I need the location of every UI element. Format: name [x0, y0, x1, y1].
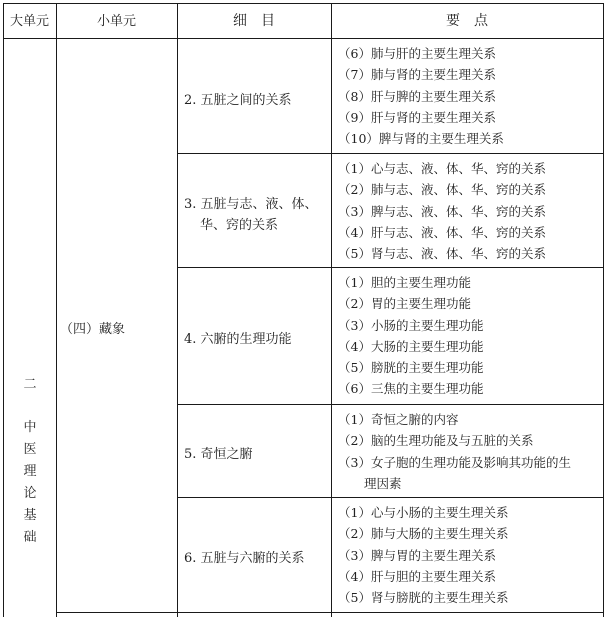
list-item: （5）肾与志、液、体、华、窍的关系: [338, 246, 546, 262]
major-unit-char: 础: [23, 530, 37, 545]
list-item: （3）脾与胃的主要生理关系: [338, 547, 496, 563]
detail-cell: 6. 五脏与六腑的关系: [184, 551, 305, 566]
list-item: 理因素: [364, 475, 402, 491]
detail-cell: 3. 五脏与志、液、体、: [184, 197, 318, 212]
header-detail: 细 目: [233, 12, 275, 29]
list-item: （5）肾与膀胱的主要生理关系: [338, 590, 509, 606]
list-item: （9）肝与肾的主要生理关系: [338, 109, 496, 125]
list-item: （1）胆的主要生理功能: [338, 275, 471, 290]
minor-unit-label: （四）藏象: [60, 322, 126, 337]
row-divider-5: [56, 612, 604, 613]
list-item: （6）三焦的主要生理功能: [338, 381, 484, 397]
list-item: （8）肝与脾的主要生理关系: [338, 88, 496, 104]
row-divider-4: [177, 497, 604, 498]
major-unit-char: 医: [23, 442, 37, 457]
detail-cell: 华、窍的关系: [200, 218, 279, 233]
detail-cell: 2. 五脏之间的关系: [184, 93, 292, 108]
major-unit-number: 二: [23, 377, 37, 392]
list-item: （7）肺与肾的主要生理关系: [338, 67, 496, 83]
key-points-list: [338, 502, 508, 608]
list-item: （10）脾与肾的主要生理关系: [338, 131, 504, 147]
key-points-list: [338, 272, 483, 400]
row-divider-3: [177, 404, 604, 405]
header-minor-unit: 小单元: [96, 14, 136, 29]
list-item: （5）膀胱的主要生理功能: [338, 360, 484, 376]
table-border-right: [603, 3, 604, 617]
major-unit-char: 论: [23, 486, 37, 501]
key-points-list: [338, 158, 546, 264]
key-points-list: [338, 43, 504, 149]
list-item: （3）女子胞的生理功能及影响其功能的生: [338, 454, 571, 470]
list-item: （2）肺与大肠的主要生理关系: [338, 526, 509, 542]
row-divider-2: [177, 267, 604, 268]
header-major-unit: 大单元: [9, 14, 49, 29]
list-item: （2）脑的生理功能及与五脏的关系: [338, 433, 534, 449]
col-divider-3: [331, 3, 332, 617]
col-divider-1: [56, 3, 57, 617]
list-item: （4）肝与胆的主要生理关系: [338, 568, 496, 584]
list-item: （3）小肠的主要生理功能: [338, 317, 484, 333]
col-divider-2: [177, 3, 178, 617]
header-key-points: 要 点: [446, 12, 488, 29]
list-item: （1）心与小肠的主要生理关系: [338, 505, 509, 520]
list-item: （2）胃的主要生理功能: [338, 296, 471, 312]
table-border-left: [3, 3, 4, 617]
major-unit-char: 中: [23, 420, 37, 435]
list-item: （1）心与志、液、体、华、窍的关系: [338, 161, 546, 176]
detail-cell: 4. 六腑的生理功能: [184, 332, 292, 347]
list-item: （2）肺与志、液、体、华、窍的关系: [338, 182, 546, 198]
list-item: （4）肝与志、液、体、华、窍的关系: [338, 224, 546, 240]
key-points-list: [338, 409, 571, 494]
list-item: （6）肺与肝的主要生理关系: [338, 46, 496, 61]
detail-cell: 5. 奇恒之腑: [184, 447, 253, 462]
list-item: （3）脾与志、液、体、华、窍的关系: [338, 203, 546, 219]
major-unit-char: 理: [23, 464, 37, 479]
major-unit-char: 基: [23, 508, 37, 523]
list-item: （4）大肠的主要生理功能: [338, 338, 484, 354]
list-item: （1）奇恒之腑的内容: [338, 412, 459, 427]
row-divider-1: [177, 153, 604, 154]
